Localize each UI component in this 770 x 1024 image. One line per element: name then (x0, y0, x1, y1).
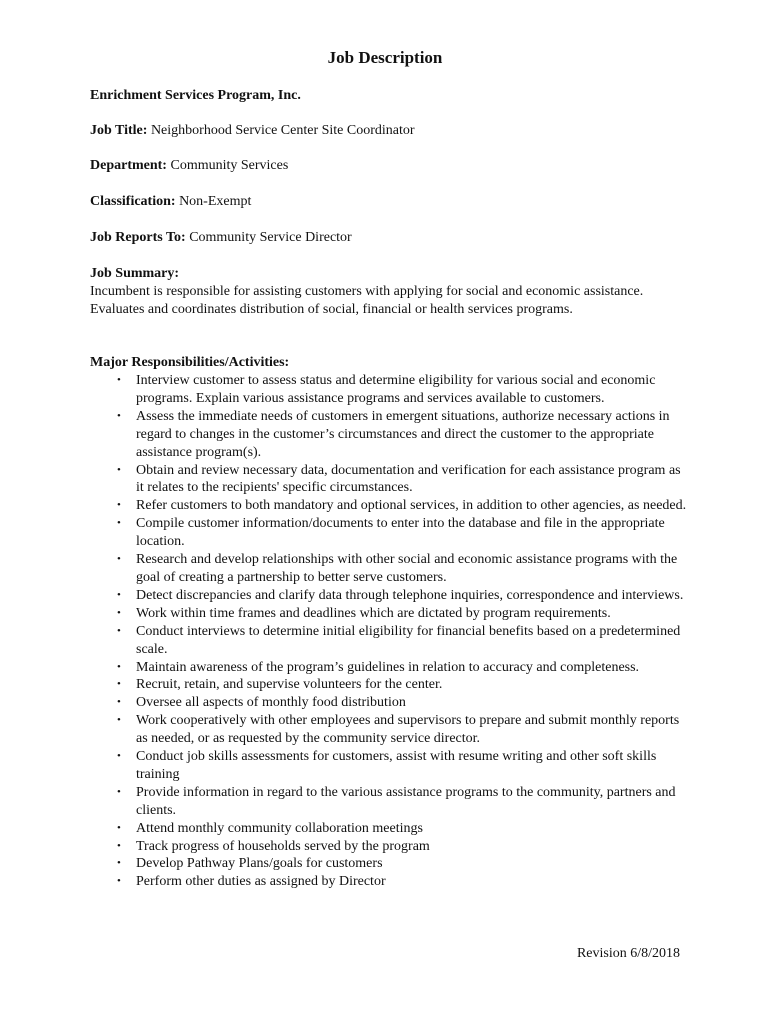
list-item-text: Work cooperatively with other employees and supervisors to prepare and submit monthly reports as needed, or as requested by the community service director. (136, 713, 680, 747)
bullet-icon: • (117, 714, 121, 727)
list-item (90, 605, 690, 623)
list-item-text: Refer customers to both mandatory and optional services, in addition to other agencies, as needed. (136, 498, 687, 514)
list-item-text: Develop Pathway Plans/goals for customers (136, 856, 383, 872)
list-item (90, 712, 690, 748)
department-label: Department: (90, 158, 167, 173)
bullet-icon: • (117, 606, 121, 619)
responsibilities-heading: Major Responsibilities/Activities: (90, 355, 290, 370)
list-item (90, 820, 690, 838)
list-item-text: Attend monthly community collaboration meetings (136, 820, 423, 836)
list-item-text: Research and develop relationships with other social and economic assistance programs with the goal of creating a partnership to better serve customers. (136, 552, 678, 585)
list-item (90, 551, 690, 587)
list-item (90, 855, 690, 873)
list-item-text: Conduct job skills assessments for customers, assist with resume writing and other soft skills training (136, 749, 657, 782)
list-item (90, 659, 690, 677)
bullet-icon: • (117, 409, 121, 422)
department-value: Community Services (170, 158, 289, 173)
bullet-icon: • (117, 785, 121, 798)
bullet-icon: • (117, 839, 121, 852)
list-item (90, 838, 690, 856)
job-summary-section (90, 265, 690, 319)
list-item (90, 497, 690, 515)
list-item-text: Track progress of households served by the program (136, 838, 430, 854)
bullet-icon: • (117, 678, 121, 691)
list-item (90, 587, 690, 605)
bullet-icon: • (117, 696, 121, 709)
bullet-icon: • (117, 463, 121, 476)
bullet-icon: • (117, 499, 121, 512)
job-title-value: Neighborhood Service Center Site Coordinator (150, 123, 415, 138)
list-item-text: Recruit, retain, and supervise volunteers for the center. (136, 677, 443, 693)
list-item-text: Work within time frames and deadlines which are dictated by program requirements. (136, 605, 611, 621)
bullet-icon: • (117, 821, 121, 834)
list-item (90, 694, 690, 712)
list-item-text: Detect discrepancies and clarify data through telephone inquiries, correspondence and interviews. (136, 587, 684, 603)
list-item (90, 748, 690, 784)
bullet-icon: • (117, 875, 121, 888)
bullet-icon: • (117, 857, 121, 870)
bullet-icon: • (117, 750, 121, 763)
bullet-icon: • (117, 517, 121, 530)
responsibilities-section (90, 354, 690, 891)
classification-field (90, 193, 690, 211)
department-field (90, 157, 690, 175)
job-summary-heading: Job Summary: (90, 266, 180, 281)
list-item (90, 784, 690, 820)
list-item-text: Maintain awareness of the program’s guidelines in relation to accuracy and completeness. (136, 659, 640, 675)
bullet-icon: • (117, 374, 121, 386)
list-item (90, 515, 690, 551)
list-item (90, 462, 690, 498)
list-item-text: Compile customer information/documents to enter into the database and file in the appropriate location. (136, 516, 665, 550)
responsibilities-list (90, 372, 690, 891)
bullet-icon: • (117, 624, 121, 637)
job-title-field (90, 122, 690, 140)
reports-to-field (90, 229, 690, 247)
list-item-text: Provide information in regard to the various assistance programs to the community, partners and clients. (136, 784, 676, 818)
list-item-text: Conduct interviews to determine initial eligibility for financial benefits based on a predetermined scale. (136, 623, 681, 657)
list-item (90, 408, 690, 462)
bullet-icon: • (117, 660, 121, 673)
classification-label: Classification: (90, 194, 176, 209)
reports-to-label: Job Reports To: (90, 230, 186, 245)
revision-date: Revision 6/8/2018 (576, 946, 680, 961)
list-item (90, 873, 690, 891)
organization-name: Enrichment Services Program, Inc. (90, 88, 301, 103)
bullet-icon: • (117, 553, 121, 566)
bullet-icon: • (117, 588, 121, 601)
list-item-text: Obtain and review necessary data, documentation and verification for each assistance program as it relates to the recipients' specific circumstances. (136, 462, 681, 496)
list-item-text: Oversee all aspects of monthly food distribution (136, 695, 406, 711)
job-summary-text: Incumbent is responsible for assisting customers with applying for social and economic assistance. Evaluates and coordinates distribution of social, financial or health services programs. (90, 284, 644, 317)
list-item-text: Perform other duties as assigned by Director (136, 874, 386, 890)
list-item (90, 676, 690, 694)
list-item-text: Interview customer to assess status and determine eligibility for various social and economic programs. Explain various assistance programs and services available to customers. (136, 373, 656, 406)
reports-to-value: Community Service Director (189, 230, 352, 245)
job-title-label: Job Title: (90, 123, 148, 138)
document-title: Job Description (327, 48, 443, 67)
list-item (90, 372, 690, 408)
list-item (90, 623, 690, 659)
list-item-text: Assess the immediate needs of customers in emergent situations, authorize necessary actions in regard to changes in the customer’s circumstances and direct the customer to the appropriate assistance program(s). (136, 408, 670, 460)
classification-value: Non-Exempt (179, 194, 252, 209)
